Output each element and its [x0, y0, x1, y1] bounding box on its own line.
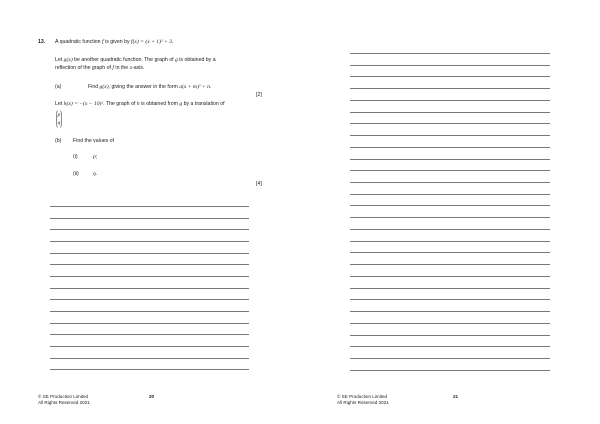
right-footer-line2: All Rights Reserved 2021 — [337, 400, 389, 405]
vector-top: p — [57, 111, 61, 118]
let-g-line2-pre: reflection of the graph of — [55, 65, 111, 71]
answer-line[interactable] — [50, 346, 249, 347]
let-h-hx: h(x) = −(x − 10)² — [63, 101, 104, 107]
part-b-i — [93, 154, 97, 161]
answer-line[interactable] — [50, 288, 249, 289]
let-g-pre: Let — [55, 57, 63, 63]
let-g-line2 — [55, 65, 144, 72]
let-g-f: f — [112, 65, 114, 71]
intro-formula: f(x) = (x + 1)² + 3 — [131, 39, 172, 45]
answer-line[interactable] — [350, 252, 550, 253]
answer-line[interactable] — [350, 358, 550, 359]
answer-line[interactable] — [350, 311, 550, 312]
answer-line[interactable] — [350, 264, 550, 265]
let-g-g: g — [175, 57, 178, 63]
left-footer-line1: © SE Production Limited — [38, 394, 89, 399]
part-a-end: . — [209, 84, 212, 90]
part-b-i-label: (i) — [73, 154, 78, 160]
part-b-i-var: p — [93, 154, 96, 160]
part-a-mid: , giving the answer in the form — [108, 84, 178, 90]
part-a-text — [88, 84, 211, 91]
answer-line[interactable] — [350, 123, 550, 124]
answer-line[interactable] — [350, 100, 550, 101]
part-b-ii-end: . — [95, 171, 98, 177]
answer-line[interactable] — [350, 323, 550, 324]
answer-line[interactable] — [50, 253, 249, 254]
let-h-line — [55, 101, 225, 108]
let-g-mid: be another quadratic function. The graph of — [74, 57, 174, 63]
answer-line[interactable] — [350, 205, 550, 206]
part-a-marks: [2] — [256, 92, 262, 98]
intro-func-name: f — [102, 39, 104, 45]
answer-line[interactable] — [350, 335, 550, 336]
part-b-i-end: ; — [95, 154, 98, 160]
part-a-gx: g(x) — [99, 84, 109, 90]
part-b-ii-label: (ii) — [73, 171, 79, 177]
intro-mid: is given by — [105, 39, 130, 45]
answer-line[interactable] — [350, 135, 550, 136]
left-footer-line2: All Rights Reserved 2021 — [38, 400, 90, 405]
part-a-label: (a) — [55, 84, 62, 90]
answer-line[interactable] — [50, 369, 249, 370]
part-a-form: a(x + m)² + n — [179, 84, 210, 90]
right-page-number: 21 — [453, 394, 459, 399]
let-h-end: by a translation of — [183, 101, 225, 107]
part-b-marks: [4] — [256, 181, 262, 187]
let-h-g: g — [179, 101, 183, 107]
right-page — [300, 0, 600, 424]
answer-line[interactable] — [350, 159, 550, 160]
answer-line[interactable] — [50, 311, 249, 312]
answer-line[interactable] — [50, 334, 249, 335]
answer-line[interactable] — [50, 229, 249, 230]
answer-line[interactable] — [350, 217, 550, 218]
answer-line[interactable] — [350, 147, 550, 148]
answer-line[interactable] — [350, 370, 550, 371]
question-number: 13. — [38, 39, 46, 45]
answer-line[interactable] — [350, 65, 550, 66]
let-g-line2-end: -axis. — [132, 65, 145, 71]
answer-line[interactable] — [50, 358, 249, 359]
let-h-h: h — [136, 101, 140, 107]
part-a-pre: Find — [88, 84, 99, 90]
let-h-pre: Let — [55, 101, 63, 107]
intro-line — [55, 39, 173, 46]
answer-line[interactable] — [350, 241, 550, 242]
let-g-axis: x — [129, 65, 133, 71]
answer-line[interactable] — [50, 264, 249, 265]
let-g-line2-mid: in the — [115, 65, 129, 71]
let-h-mid2: is obtained from — [141, 101, 178, 107]
right-footer-line1: © SE Production Limited — [337, 394, 388, 399]
answer-line[interactable] — [50, 323, 249, 324]
left-page-number: 20 — [149, 394, 155, 399]
let-h-mid: . The graph of — [103, 101, 136, 107]
answer-line[interactable] — [350, 53, 550, 54]
part-b-ii — [93, 171, 97, 178]
part-b-label: (b) — [55, 138, 62, 144]
vector-bottom: q — [57, 119, 61, 126]
answer-line[interactable] — [50, 206, 249, 207]
answer-line[interactable] — [350, 346, 550, 347]
answer-line[interactable] — [50, 299, 249, 300]
let-g-end: is obtained by a — [179, 57, 216, 63]
part-b-text: Find the values of — [73, 138, 114, 144]
answer-line[interactable] — [350, 276, 550, 277]
intro-pre: A quadratic function — [55, 39, 101, 45]
answer-line[interactable] — [350, 229, 550, 230]
answer-line[interactable] — [50, 241, 249, 242]
let-g-gx: g(x) — [63, 57, 73, 63]
answer-line[interactable] — [350, 112, 550, 113]
answer-line[interactable] — [350, 170, 550, 171]
answer-line[interactable] — [350, 88, 550, 89]
intro-end: . — [171, 39, 174, 45]
translation-vector — [55, 110, 63, 128]
answer-line[interactable] — [350, 76, 550, 77]
answer-line[interactable] — [50, 218, 249, 219]
answer-line[interactable] — [350, 299, 550, 300]
part-b-ii-var: q — [93, 171, 96, 177]
answer-line[interactable] — [350, 182, 550, 183]
answer-line[interactable] — [50, 276, 249, 277]
let-g-line1 — [55, 57, 216, 64]
answer-line[interactable] — [350, 288, 550, 289]
answer-line[interactable] — [350, 194, 550, 195]
